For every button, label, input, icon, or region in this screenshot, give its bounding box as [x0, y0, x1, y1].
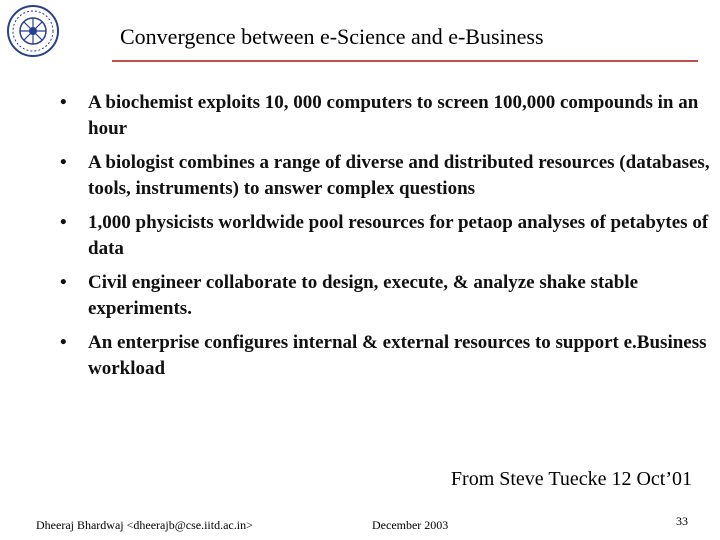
- bullet-text: An enterprise configures internal & external resources to support e.Business workload: [88, 332, 707, 379]
- slide-title: Convergence between e-Science and e-Business: [120, 24, 544, 49]
- bullet-dot-icon: •: [60, 212, 67, 233]
- bullet-dot-icon: •: [60, 332, 67, 353]
- source-attribution: From Steve Tuecke 12 Oct’01: [450, 468, 692, 490]
- footer-author: Dheeraj Bhardwaj <dheerajb@cse.iitd.ac.in>: [36, 518, 253, 532]
- bullet-item: [60, 150, 710, 202]
- institute-logo: [6, 4, 60, 58]
- title-underline: [112, 60, 698, 62]
- bullet-text: 1,000 physicists worldwide pool resources for petaop analyses of petabytes of data: [88, 212, 709, 259]
- bullet-item: [60, 270, 710, 322]
- bullet-item: [60, 330, 710, 382]
- iit-delhi-emblem-icon: [6, 4, 60, 58]
- bullet-text: A biochemist exploits 10, 000 computers to screen 100,000 compounds in an hour: [88, 92, 699, 139]
- bullet-dot-icon: •: [60, 92, 67, 113]
- footer-date: December 2003: [372, 518, 449, 532]
- bullet-text: Civil engineer collaborate to design, execute, & analyze shake stable experiments.: [88, 272, 639, 319]
- bullet-dot-icon: •: [60, 272, 67, 293]
- bullet-text: A biologist combines a range of diverse and distributed resources (databases, tools, instruments) to answer complex questions: [88, 152, 710, 199]
- bullet-dot-icon: •: [60, 152, 67, 173]
- bullet-item: [60, 210, 710, 262]
- bullet-list: [60, 90, 710, 390]
- page-number: 33: [676, 514, 688, 528]
- bullet-item: [60, 90, 710, 142]
